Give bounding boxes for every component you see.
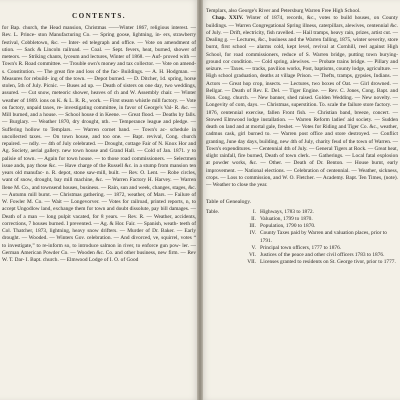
table-row [206, 230, 398, 245]
table-title: Valuation, 1799 to 1870. [260, 215, 313, 222]
table-row [206, 252, 398, 259]
table-row [206, 216, 398, 223]
table-number: VII. [247, 259, 256, 266]
table-number: V. [251, 244, 256, 251]
table-title: Population, 1790 to 1870. [260, 223, 316, 230]
table-label [206, 223, 228, 230]
left-page-text [2, 25, 196, 264]
table-number: III. [249, 223, 256, 230]
table-title: Principal town officers, 1777 to 1876. [260, 244, 342, 251]
chapter-label: Chap. XXIV. [212, 15, 244, 22]
table-label: Table. [206, 208, 220, 215]
table-number: II. [251, 215, 256, 222]
genealogy-title: Table of Genealogy. [206, 199, 252, 206]
table-row [206, 223, 398, 230]
table-label [206, 252, 228, 259]
table-title: Highways, 1783 to 1872. [260, 208, 314, 215]
tables-list [206, 209, 398, 267]
table-label [206, 259, 228, 266]
table-number: I. [252, 208, 256, 215]
right-page [200, 0, 400, 400]
table-title: Licenses granted to residents on St. George tivor, prior to 1777. [260, 259, 396, 266]
table-row [206, 259, 398, 266]
table-label [206, 216, 228, 223]
right-page-top-paragraph: Templars, also George's River and Petersburg Warren Free High School. [206, 8, 361, 14]
table-number: IV. [249, 230, 256, 237]
table-number: VI. [249, 252, 256, 259]
table-row [206, 209, 398, 216]
left-page-paragraph: for Bap. church, the Head mansion, Christmas ——Winter 1867, religious interest. — Rev. L. Prince- ston Manufacturing Co. — Spring goose, lightning, in- ers, strawberry festival, Cobbletown, &c. — Inter- ed telegraph and office. — Vote on amendment of ution. — Sack & Lincoln railroad. — Coal. — Sept. fevers, heat, burned, shower of meteors. — Striking chants, lyceum and lectures, Winter of 1868. — Auf- proved with — Town's R. Road committee. — Trouble own's money and tax collector. — Vote on amend- s. Constitution. — The great fire and loss of the fac- Buildings. — A. H. Hodgman. — Measures for rebuild- ing of the town. — Depot burned. — D. Ditcher, 1d. spring, horse stolen, 5th of July. Picnic. — Buses ad up. — Death of sisters on one day, two weddings, assured. — Cut snow, meteoric shower, heaves of ch and W. Assembly chair. — Winter weather of 1869. ions on K. & L. R. R., work. — First steam whistle mill factory. — Vote on factory, unpaid taxes, re- investigating committee, in favor of George's Val- R. &c. — Mill burned, and a house. — School house d in Keene. — Great flood. — Deaths by falls. — Burglary. — Weather 1870, dry drought, nth. — Temperance league and pledge. — Suffering hollow to Templars. — Warren cornet band. — Town's ac- schedule in uncollected taxes. — On town house, and too one. — Bapt. revival, Cong. church repaired. — ndly. — 4th of July celebrated. — Drought, cottage Fair of N. Knox Hor and Ag. Society, aerial gallery. new town house and Grand Hall. — Cold of Jan. 1871. y to palisie of town. — Again for town house. — to those road commissioners. — Selectmen issue ands, pay those &c. — Have charge of the Russell &c. in a stump from mansion ten years old manufac- n. R. depot, stone saw-mill, built. — Rev. O. Lent. — Robe circles, want of snow, drought, bay mill machine, &c. — Warren Factory H. Harvey. — Warren Ilene M. Co., and townsend houses, business. — Rain, sun and week, changes, stages, &c. — Autumn mill burnt. — Christmas gathering. — 1872, weather, of Mars. — Failure of W. Fowler M. Co. — Wait — Longevorver. — Votes for railroad, printed reports, n, to accept Ungodlow land, exchange them for town and doubt dissolute, pay bill damages. — Death of a man — long pulpit vacated, for 8 years. — Rev. R. — Weather, accidents, corrections, 7 houses burned. I prevented. — Ag. & Hor. Fair. — Spanish, weath- teeth of Col. Thatcher, 1873, lightning, heavy snow drifters. — Murder of Dr. Baker. — Early drought. — Wooded. — Winters Gov. celebration. — And divorced, ve, squirrel, votes “ to investigate,” to re-inform so, to introduce salmon in river, to enforce gun pow- ler. — German American Powder Co. — Wooden &c. Co. and other business, new firm. — Rev W. T. Dar- I. Bapt. church. — Elmwood Lodge of I. O. of Good [2, 25, 196, 263]
right-page-text [206, 8, 398, 189]
chapter-entry [206, 15, 398, 189]
book-gutter [197, 0, 203, 400]
table-title: Justices of the peace and other civil officers 1783 to 1876. [260, 252, 385, 259]
table-label [206, 245, 228, 252]
left-page-heading: CONTENTS. [72, 12, 126, 20]
table-title: County Taxes paid by Warren and valuation places, prior to 1791. [260, 230, 387, 244]
chapter-text: Winter of 1874, records, &c., votes to build houses, on County buildings. — Warren Congregational Spring illness, caterpillars, alewives, centennial &c. of July. — Drift, electricity, fish ravelled. — Hail tramps, heavy rain, prizes, artist cut. — Dealing g. — Lectures, &c., business and the Warren falling, 1875, winter severity, store burnt, first school — alarms cold, kept level, revival at Cornhill, reel against High School, for road commissioners, reduce of S. Warren bridge, putting town burying-ground cor condition. — Cold spring, alewives. — Probate trains bridge. — Pillary and seizure. — Taxes. — tracks, pavilion works, Post, baptisms, county lodge, agriculture. — High school graduation, deaths at village Prison. — Thefts, tramps, gypsies, Indians. — Actors — Great hop crop, insects. — Lectures, two boxes of Oat. — Girl drowned. — Bellgar. — Death of Rev. E. Del. — Tiger Engine. — Rev. C. Jones, Cong. Bapt. and Hon. Cong. church. — New banner, shed raised. Golden Wedding. — New novelty. — Longevity of com, days. — Christmas, superstition. To. scale the failure store factory. — 1876, centennial exercise, fallen Front fish. — Christian band, breeze, concert. — Stowed Elmwood lodge installation. — Warren Reform ladies' aid society. — Sudden death on land and at mortal gale, freshet. — Votes for Riding and Tiger Co. &c., weather, cadmus cask, girl burned to. — Warren post office and store destroyed. — Conflict granting, June day days, building, new 4th of July, charity feud of the town of Warren. — Town's expenditures. — Centennial 4th of July. — General Tigers at Rock. — Great heat, slight rainfall, fire burned, Death of town clerk. — Gatherings. — Local fatal explosion at powder works, &c. — Other. — Death of Dr. Benton. — House burnt, early improvement. — National elections. — Celebration of centennial. — Weather, sickness, crops. — Loss to commission, and W. O. Fletcher. — Academy. Bapt. Ten Times, (note). — Weather to close the year. [206, 15, 398, 188]
table-label [206, 230, 228, 245]
